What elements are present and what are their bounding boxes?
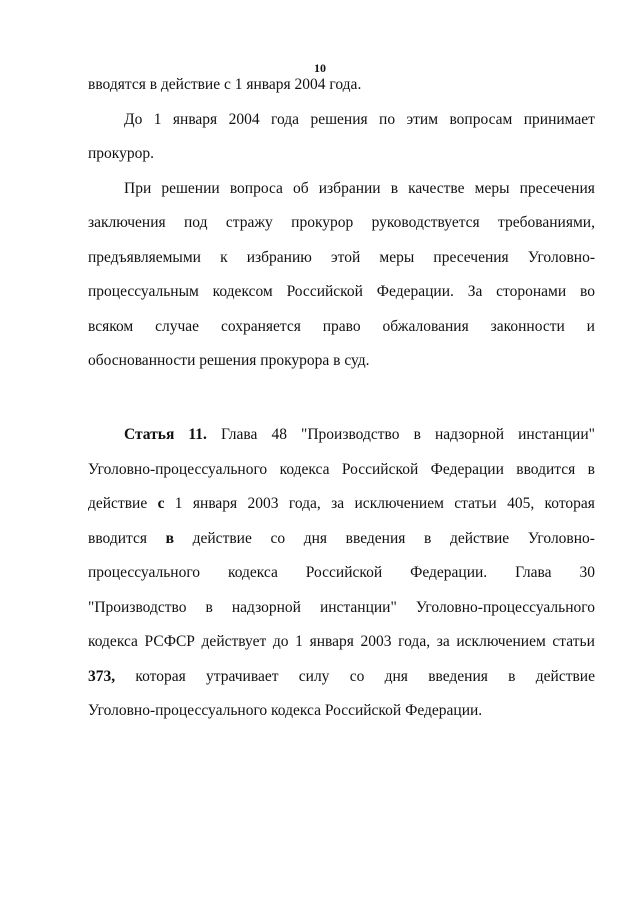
- word: действие: [535, 667, 595, 685]
- word: по: [379, 110, 396, 128]
- word: действие: [449, 529, 510, 547]
- word: вводится: [516, 460, 576, 478]
- word: 2003: [360, 633, 392, 650]
- word: Федерации: [430, 460, 504, 478]
- word: под: [184, 214, 208, 231]
- word: силу: [298, 667, 330, 685]
- word: этим: [406, 110, 439, 128]
- word: кодекса: [227, 564, 278, 581]
- word: инстанции": [518, 426, 595, 443]
- paragraph-line: [88, 529, 595, 564]
- word: вопроса: [229, 179, 283, 197]
- word: в: [205, 598, 213, 616]
- paragraph-line: [88, 667, 595, 702]
- word: решения: [310, 110, 368, 128]
- word: принимает: [523, 110, 595, 128]
- text-line: вводятся в действие с 1 января 2004 года.: [88, 76, 362, 93]
- word: сохраняется: [220, 317, 301, 335]
- article-11-block: [88, 425, 595, 736]
- word: за: [331, 495, 345, 512]
- word: утрачивает: [206, 667, 279, 685]
- text-line: прокурор.: [88, 145, 154, 162]
- word: которая: [135, 667, 186, 685]
- word: Уголовно-: [527, 248, 595, 266]
- word: меры: [474, 179, 510, 197]
- word: стражу: [225, 214, 273, 231]
- word: надзорной: [434, 426, 505, 443]
- word: обжалования: [382, 317, 469, 335]
- word: исключением: [354, 495, 444, 512]
- word: кодексом: [212, 283, 273, 300]
- word: Российской: [286, 283, 363, 300]
- word: Российской: [305, 564, 383, 581]
- word: 2004: [228, 110, 260, 128]
- word: качестве: [408, 179, 465, 197]
- word: кодекса: [88, 633, 138, 650]
- word: в: [413, 426, 421, 443]
- paragraph-line: [88, 282, 595, 317]
- word: с: [157, 495, 165, 512]
- word: "Производство: [301, 426, 400, 443]
- paragraph-line: [88, 632, 595, 667]
- paragraph-line: [88, 317, 595, 352]
- word: года: [271, 110, 300, 128]
- word: за: [436, 633, 450, 650]
- article-heading: Статья: [124, 426, 175, 443]
- word: РСФСР: [144, 633, 195, 650]
- word: дня: [384, 667, 408, 685]
- word: Глава: [221, 426, 258, 443]
- word: 1: [295, 633, 303, 650]
- word: исключением: [456, 633, 546, 650]
- word: Уголовно-: [527, 529, 595, 547]
- word: в: [508, 667, 516, 685]
- word: процессуального: [88, 564, 201, 581]
- word: года,: [398, 633, 431, 650]
- word: Российской: [341, 460, 419, 478]
- word: января: [192, 495, 238, 512]
- word: Уголовно-процессуального: [415, 598, 595, 616]
- word: пресечения: [433, 248, 509, 266]
- word: статьи: [552, 633, 595, 650]
- word: вводится: [88, 529, 147, 547]
- word: "Производство: [88, 598, 187, 616]
- word: действие: [88, 495, 148, 512]
- word: 373,: [88, 667, 116, 685]
- word: об: [293, 179, 309, 197]
- word: 1: [153, 110, 162, 128]
- word: Уголовно-процессуального: [88, 460, 268, 478]
- word: к: [220, 248, 228, 266]
- word: 1: [174, 495, 183, 512]
- word: кодекса: [279, 460, 330, 478]
- word: в: [424, 529, 432, 547]
- word: решении: [161, 179, 220, 197]
- word: всяком: [88, 317, 134, 335]
- word: 2003: [247, 495, 279, 512]
- word: предъявляемыми: [88, 248, 201, 266]
- word: вопросам: [449, 110, 513, 128]
- word: законности: [490, 317, 565, 335]
- word: избрании: [318, 179, 381, 197]
- word: в: [587, 460, 595, 478]
- word: прокурор: [291, 214, 354, 231]
- word: которая: [544, 495, 595, 512]
- word: 30: [579, 564, 595, 581]
- paragraph-line: [88, 494, 595, 529]
- word: со: [270, 529, 286, 547]
- word: Глава: [515, 564, 552, 581]
- word: статьи: [454, 495, 497, 512]
- word: требованиями,: [498, 214, 595, 231]
- word: дня: [303, 529, 328, 547]
- word: надзорной: [231, 598, 301, 616]
- word: этой: [331, 248, 361, 266]
- paragraph-line: [88, 248, 595, 283]
- word: При: [124, 179, 152, 197]
- word: действие: [192, 529, 252, 547]
- word: 405,: [507, 495, 535, 512]
- word: января: [309, 633, 354, 650]
- paragraph-line: [88, 110, 595, 145]
- paragraph-line: [88, 179, 595, 214]
- paragraph-line: [88, 563, 595, 598]
- paragraph-line: [88, 425, 595, 460]
- word: заключения: [88, 214, 166, 231]
- word: инстанции": [319, 598, 397, 616]
- word: во: [579, 283, 595, 300]
- word: избранию: [246, 248, 312, 266]
- text-line: Уголовно-процессуального кодекса Российской Федерации.: [88, 702, 483, 719]
- word: со: [349, 667, 365, 685]
- word: введения: [345, 529, 406, 547]
- word: право: [322, 317, 361, 335]
- word: и: [586, 317, 595, 335]
- text-block-1: [88, 75, 595, 386]
- page-number: 10: [314, 61, 326, 75]
- word: сторонами: [496, 283, 567, 300]
- word: января: [172, 110, 218, 128]
- word: действует: [201, 633, 267, 650]
- word: случае: [155, 317, 200, 335]
- word: введения: [428, 667, 488, 685]
- word: Федерации.: [410, 564, 488, 581]
- word: меры: [379, 248, 415, 266]
- word: до: [272, 633, 289, 650]
- word: За: [467, 283, 483, 300]
- paragraph-line: [88, 598, 595, 633]
- word: пресечения: [519, 179, 595, 197]
- word: в: [165, 529, 174, 547]
- text-line: обоснованности решения прокурора в суд.: [88, 352, 370, 369]
- paragraph-line: [88, 213, 595, 248]
- article-number: 11.: [188, 426, 207, 443]
- word: 48: [271, 426, 287, 443]
- word: руководствуется: [371, 214, 480, 231]
- word: года,: [288, 495, 321, 512]
- word: процессуальным: [88, 283, 199, 300]
- word: До: [124, 110, 143, 128]
- word: Федерации.: [376, 283, 454, 300]
- paragraph-line: [88, 460, 595, 495]
- word: в: [390, 179, 399, 197]
